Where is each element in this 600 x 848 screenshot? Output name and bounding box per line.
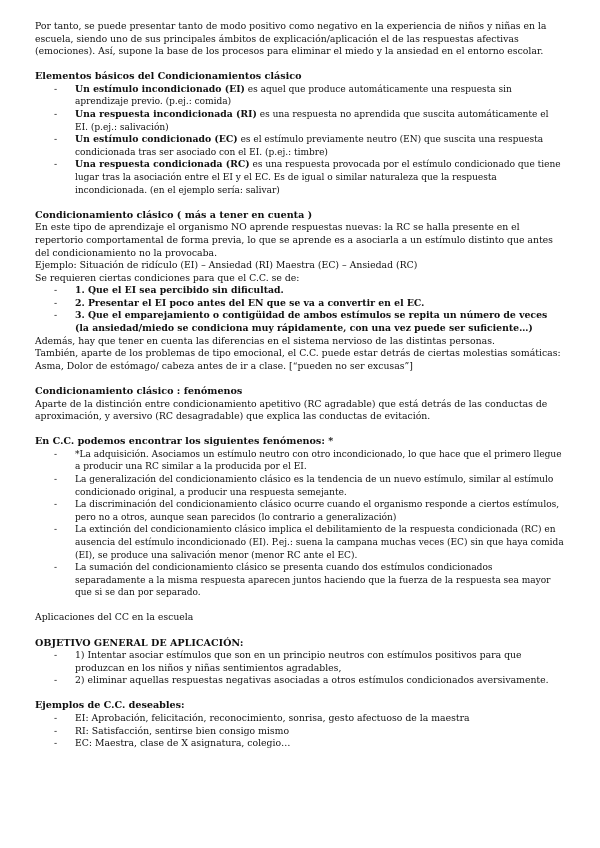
- list-item: - RI: Satisfacción, sentirse bien consigo mismo: [35, 726, 564, 739]
- ejemplos-list: [35, 713, 564, 751]
- elementos-section: [35, 71, 564, 197]
- term-description: es una respuesta no aprendida que suscita automáticamente el EI. (p.ej.: salivación): [75, 110, 549, 133]
- objetivo-list: [35, 650, 564, 688]
- ejemplos-section: [35, 700, 564, 750]
- term-description: es una respuesta provocada por el estímulo condicionado que tiene lugar tras la asociación entre el EI y el EC. Es de igual o similar naturaleza que la respuesta incondicionada. (en el ejemplo sería: salivar): [75, 160, 561, 196]
- list-item: [35, 109, 564, 134]
- fenomenos-list: [35, 449, 564, 600]
- fenomenos-paragraph: Aparte de la distinción entre condicionamiento apetitivo (RC agradable) que está detrás de las conductas de aproximación, y aversivo (RC desagradable) que explica las conductas de evitación.: [35, 398, 548, 423]
- ejemplos-heading: Ejemplos de C.C. deseables:: [35, 700, 185, 712]
- list-item: - *La adquisición. Asociamos un estímulo neutro con otro incondicionado, lo que hace que el primero llegue a producir una RC similar a la producida por el EI.: [35, 449, 564, 474]
- ejemplo-line: Ejemplo: Situación de ridículo (EI) – Ansiedad (RI) Maestra (EC) – Ansiedad (RC): [35, 260, 418, 272]
- elementos-list: [35, 84, 564, 197]
- objetivo-section: [35, 638, 564, 688]
- list-item: [35, 134, 564, 159]
- condicionamiento-heading: Condicionamiento clásico ( más a tener en cuenta ): [35, 209, 313, 221]
- term-description: es aquel que produce automáticamente una respuesta sin aprendizaje previo. (p.ej.: comida): [75, 84, 512, 108]
- term: Un estímulo condicionado (EC): [75, 134, 238, 146]
- list-item: - 3. Que el emparejamiento o contigüidad de ambos estímulos se repita un número de veces (la ansiedad/miedo se condiciona muy rápidamente, con una vez puede ser suficiente…): [35, 310, 564, 335]
- ademas-paragraph: Además, hay que tener en cuenta las diferencias en el sistema nervioso de las distintas personas.: [35, 335, 495, 347]
- list-item: - La sumación del condicionamiento clásico se presenta cuando dos estímulos condicionados separadamente a la misma respuesta aparecen juntos haciendo que la fuerza de la respuesta sea mayor que si se dan por separado.: [35, 562, 564, 600]
- term: Una respuesta incondicionada (RI): [75, 109, 257, 121]
- condiciones-list: [35, 285, 564, 335]
- list-item: [35, 159, 564, 197]
- fenomenos-subheading: En C.C. podemos encontrar los siguientes fenómenos: *: [35, 436, 334, 448]
- list-item: [35, 84, 564, 109]
- condicionamiento-section: [35, 210, 564, 374]
- list-item: - EC: Maestra, clase de X asignatura, colegio…: [35, 738, 564, 751]
- intro-paragraph: Por tanto, se puede presentar tanto de modo positivo como negativo en la experiencia de niños y niñas en la escuela, siendo uno de sus principales ámbitos de explicación/aplicación el de las respuestas afectivas (emociones). Así, supone la base de los procesos para eliminar el miedo y la ansiedad en el entorno escolar.: [35, 21, 547, 58]
- fenomenos-heading: Condicionamiento clásico : fenómenos: [35, 385, 243, 397]
- list-item: - La generalización del condicionamiento clásico es la tendencia de un nuevo estímulo, similar al estímulo condicionado original, a producir una respuesta semejante.: [35, 474, 564, 499]
- objetivo-heading: OBJETIVO GENERAL DE APLICACIÓN:: [35, 637, 244, 649]
- elementos-heading: Elementos básicos del Condicionamientos clásico: [35, 71, 302, 83]
- tambien-paragraph: También, aparte de los problemas de tipo emocional, el C.C. puede estar detrás de ciertas molestias somáticas: Asma, Dolor de estómago/ cabeza antes de ir a clase. [“pueden no ser excusas”]: [35, 348, 561, 372]
- list-item: - 1. Que el EI sea percibido sin dificultad.: [35, 285, 564, 298]
- list-item: - 2) eliminar aquellas respuestas negativas asociadas a otros estímulos condicionados aversivamente.: [35, 675, 564, 688]
- aplicaciones-line: Aplicaciones del CC en la escuela: [35, 612, 194, 624]
- term-description: es el estímulo previamente neutro (EN) que suscita una respuesta condicionada tras ser asociado con el EI. (p.ej.: timbre): [75, 135, 544, 158]
- list-item: - La extinción del condicionamiento clásico implica el debilitamiento de la respuesta condicionada (RC) en ausencia del estímulo incondicionado (EI). P.ej.: suena la campana muchas veces (EC) sin que haya comida (EI), se produce una salivación menor (menor RC ante el EC).: [35, 524, 564, 562]
- requieren-line: Se requieren ciertas condiciones para que el C.C. se de:: [35, 272, 300, 284]
- fenomenos-section: [35, 386, 564, 600]
- list-item: - La discriminación del condicionamiento clásico ocurre cuando el organismo responde a ciertos estímulos, pero no a otros, aunque sean parecidos (lo contrario a generalización): [35, 499, 564, 524]
- term: Una respuesta condicionada (RC): [75, 159, 250, 171]
- list-item: - 1) Intentar asociar estímulos que son en un principio neutros con estímulos positivos para que produzcan en los niños y niñas sentimientos agradables,: [35, 650, 564, 675]
- term: Un estímulo incondicionado (EI): [75, 83, 245, 95]
- list-item: - EI: Aprobación, felicitación, reconocimiento, sonrisa, gesto afectuoso de la maestra: [35, 713, 564, 726]
- condicionamiento-paragraph: En este tipo de aprendizaje el organismo NO aprende respuestas nuevas: la RC se halla presente en el repertorio comportamental de forma previa, lo que se aprende es a asociarla a un estímulo distinto que antes del condicionamiento no la provocaba.: [35, 222, 553, 259]
- list-item: - 2. Presentar el EI poco antes del EN que se va a convertir en el EC.: [35, 298, 564, 311]
